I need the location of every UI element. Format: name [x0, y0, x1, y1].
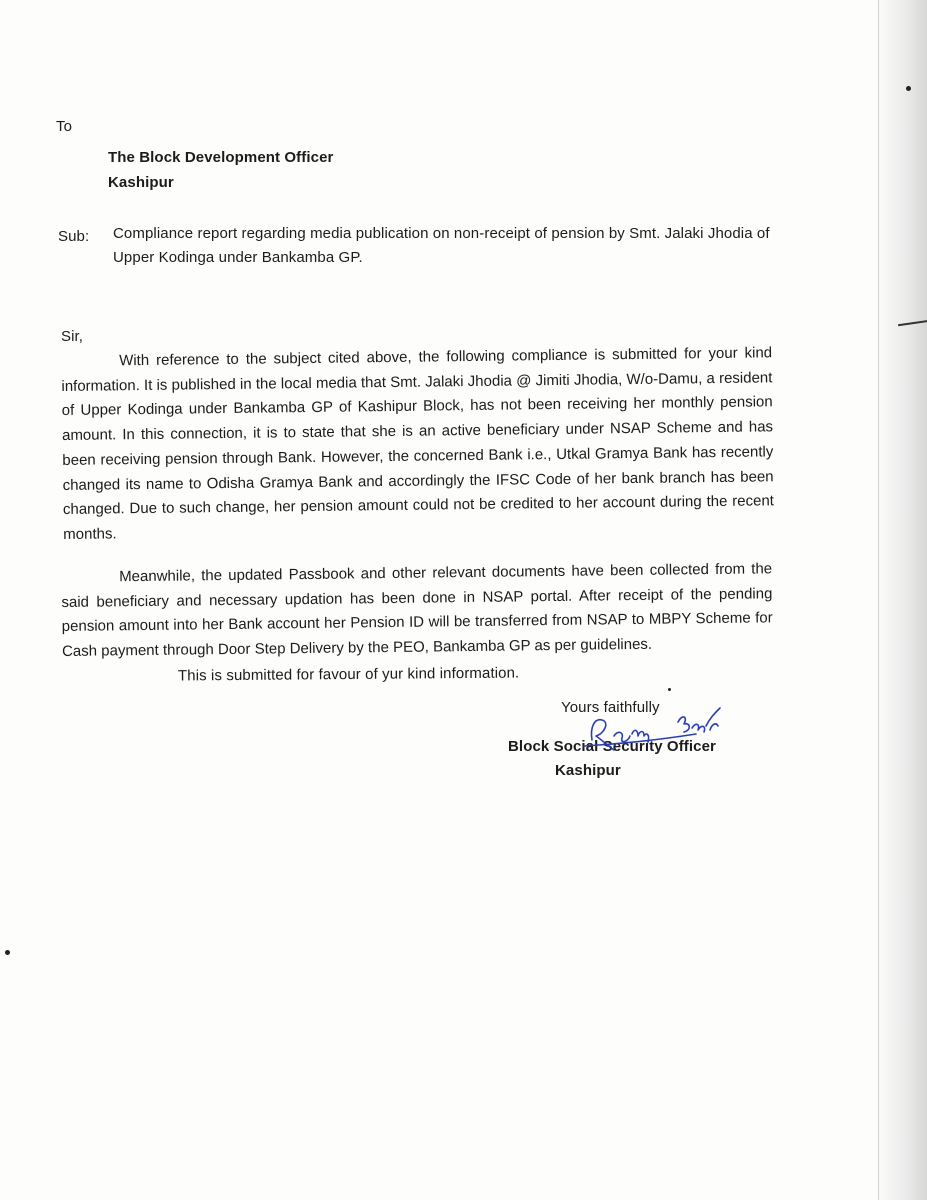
valediction: Yours faithfully [561, 699, 660, 716]
handwritten-signature [578, 700, 728, 760]
closing-line: This is submitted for favour of yur kind information. [177, 664, 520, 685]
scan-speck [5, 950, 10, 955]
recipient-place: Kashipur [108, 174, 174, 191]
recipient-title: The Block Development Officer [108, 149, 334, 166]
subject-label: Sub: [58, 228, 90, 245]
officer-designation: Block Social Security Officer [508, 738, 716, 755]
body-paragraph-1: With reference to the subject cited above, the following compliance is submitted for your kind information. It is published in the local media that Smt. Jalaki Jhodia @ Jimiti Jhodia, W/o-Damu, a resident of Upper Kodinga under Bankamba GP of Kashipur Block, has not been receiving her monthly pension amount. In this connection, it is to state that she is an active beneficiary under NSAP Scheme and has been receiving pension through Bank. However, the concerned Bank i.e., Utkal Gramya Bank has recently changed its name to Odisha Gramya Bank and accordingly the IFSC Code of her bank branch has been changed. Due to such change, her pension amount could not be credited to her account during the recent months. [61, 344, 775, 543]
scan-edge-shadow [875, 0, 927, 1200]
to-label: To [56, 118, 73, 135]
salutation: Sir, [61, 328, 84, 345]
scan-speck [668, 688, 671, 691]
subject-text: Compliance report regarding media publication on non-receipt of pension by Smt. Jalaki Jhodia of Upper Kodinga under Bankamba GP. [113, 225, 770, 266]
body-paragraph-2: Meanwhile, the updated Passbook and other relevant documents have been collected from the said beneficiary and necessary updation has been done in NSAP portal. After receipt of the pending pension amount into her Bank account her Pension ID will be transferred from NSAP to MBPY Scheme for Cash payment through Door Step Delivery by the PEO, Bankamba GP as per guidelines. [61, 560, 773, 661]
scan-edge-line [878, 0, 879, 1200]
scan-speck [906, 86, 911, 91]
officer-place: Kashipur [555, 762, 621, 779]
